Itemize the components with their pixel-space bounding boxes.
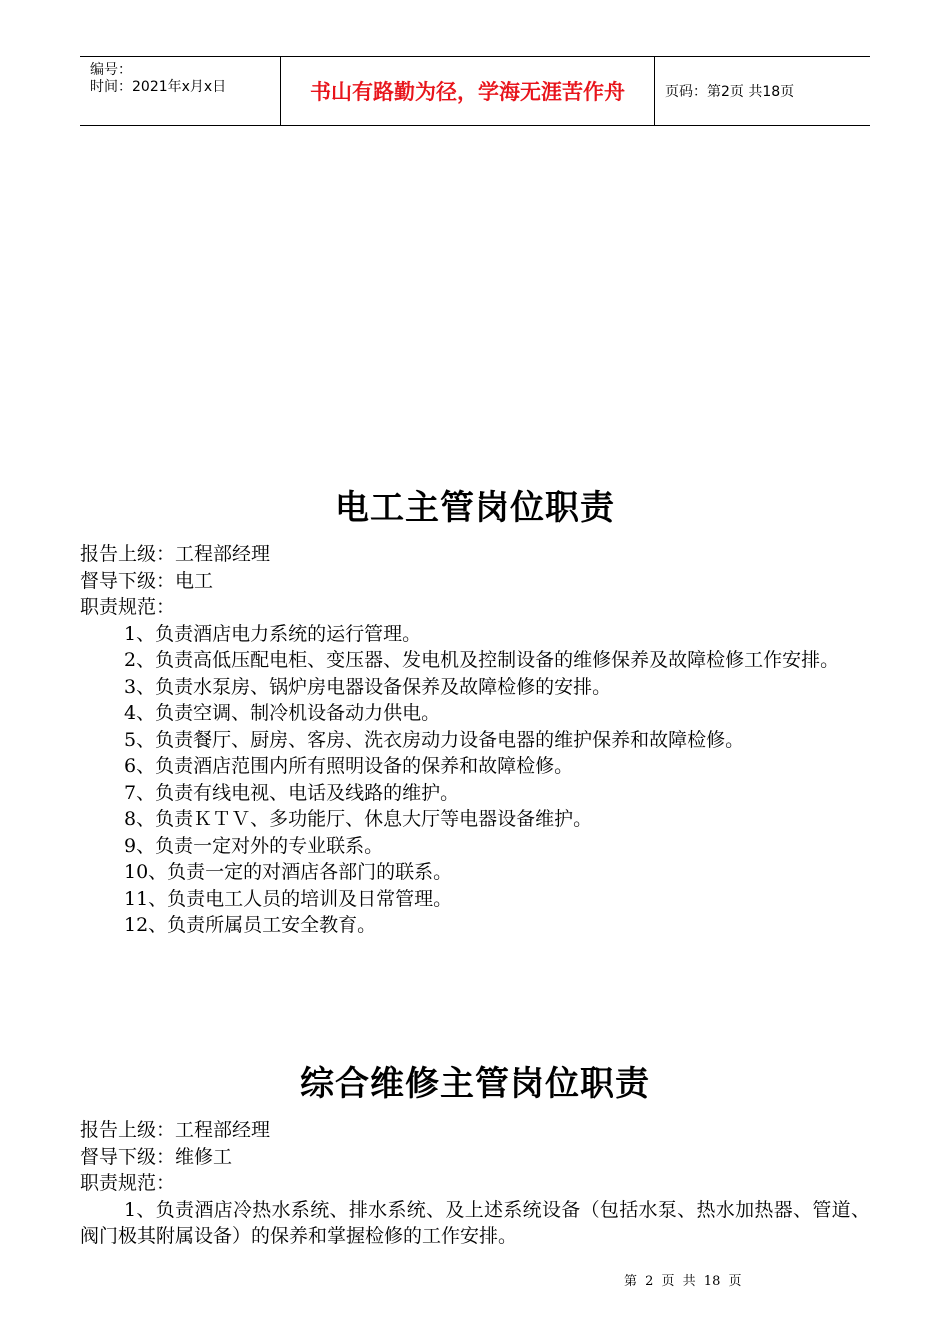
duty-item: 4、负责空调、制冷机设备动力供电。 bbox=[124, 702, 441, 724]
supervise: 督导下级：维修工 bbox=[80, 1145, 233, 1168]
supervise: 督导下级：电工 bbox=[80, 569, 214, 592]
duty-item: 5、负责餐厅、厨房、客房、洗衣房动力设备电器的维护保养和故障检修。 bbox=[124, 728, 745, 751]
document-time: 时间：2021年x月x日 bbox=[90, 79, 227, 95]
duty-item: 3、负责水泵房、锅炉房电器设备保养及故障检修的安排。 bbox=[124, 675, 612, 698]
header-motto: 书山有路勤为径，学海无涯苦作舟 bbox=[281, 57, 655, 125]
duties-label: 职责规范： bbox=[80, 596, 176, 618]
duty-item: 1、负责酒店电力系统的运行管理。 bbox=[124, 622, 422, 645]
duty-item: 2、负责高低压配电柜、变压器、发电机及控制设备的维修保养及故障检修工作安排。 bbox=[124, 649, 840, 671]
duty-item: 9、负责一定对外的专业联系。 bbox=[124, 834, 384, 857]
section-title-maintenance-supervisor: 综合维修主管岗位职责 bbox=[300, 1064, 650, 1104]
duty-item: 10、负责一定的对酒店各部门的联系。 bbox=[124, 861, 453, 883]
header-meta bbox=[80, 57, 281, 125]
section-title-electrician-supervisor: 电工主管岗位职责 bbox=[335, 488, 615, 528]
duty-item: 12、负责所属员工安全教育。 bbox=[124, 914, 377, 936]
page-footer: 第 2 页 共 18 页 bbox=[624, 1274, 742, 1289]
duty-item: 6、负责酒店范围内所有照明设备的保养和故障检修。 bbox=[124, 755, 574, 777]
duty-item: 1、负责酒店冷热水系统、排水系统、及上述系统设备（包括水泵、热水加热器、管道、阀门极其附属设备）的保养和掌握检修的工作安排。 bbox=[80, 1198, 870, 1247]
duties-label: 职责规范： bbox=[80, 1172, 176, 1194]
report-to: 报告上级：工程部经理 bbox=[80, 1119, 271, 1141]
duty-item: 11、负责电工人员的培训及日常管理。 bbox=[124, 887, 453, 910]
section-body-electrician-supervisor bbox=[80, 541, 870, 939]
header-page-info: 页码：第2页 共18页 bbox=[665, 84, 795, 100]
duty-item: 7、负责有线电视、电话及线路的维护。 bbox=[124, 781, 460, 804]
page-header bbox=[80, 56, 870, 126]
document-number-label: 编号： bbox=[90, 62, 132, 78]
report-to: 报告上级：工程部经理 bbox=[80, 543, 271, 565]
duty-item: 8、负责ＫＴＶ、多功能厅、休息大厅等电器设备维护。 bbox=[124, 808, 593, 830]
section-body-maintenance-supervisor bbox=[80, 1117, 870, 1250]
